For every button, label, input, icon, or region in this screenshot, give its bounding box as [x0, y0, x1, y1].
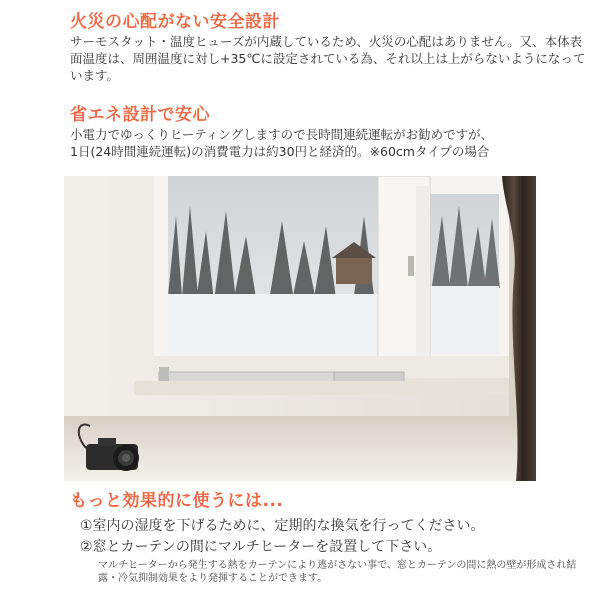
section-heading-tips: もっと効果的に使うには... [70, 491, 284, 511]
tips-list [80, 516, 595, 585]
section-heading-energy: 省エネ設計で安心 [70, 105, 210, 125]
energy-line-1: 小電力でゆっくりヒーティングしますので長時間連続運転がお勧めですが、 [70, 127, 494, 142]
window-scene-illustration [64, 176, 536, 481]
energy-line-2: 1日(24時間連続運転)の消費電力は約30円と経済的。※60cmタイプの場合 [70, 144, 490, 159]
tip-note: マルチヒーターから発生する熱をカーテンにより逃がさない事で、窓とカーテンの間に熱の壁が形成され結露・冷気抑制効果をより発揮することができます。 [98, 560, 577, 584]
tip-item-1: ①室内の湿度を下げるために、定期的な換気を行ってください。 [80, 518, 485, 534]
tip-item-2: ②窓とカーテンの間にマルチヒーターを設置して下さい。 [80, 539, 442, 555]
section-heading-safety: 火災の心配がない安全設計 [70, 12, 280, 32]
window-heater-photo [64, 176, 536, 481]
section-body-safety: サーモスタット・温度ヒューズが内蔵しているため、火災の心配はありません。又、本体表面温度は、周囲温度に対し+35℃に設定されている為、それ以上は上がらないようになっています。 [70, 34, 586, 83]
section-body-energy [70, 126, 590, 160]
